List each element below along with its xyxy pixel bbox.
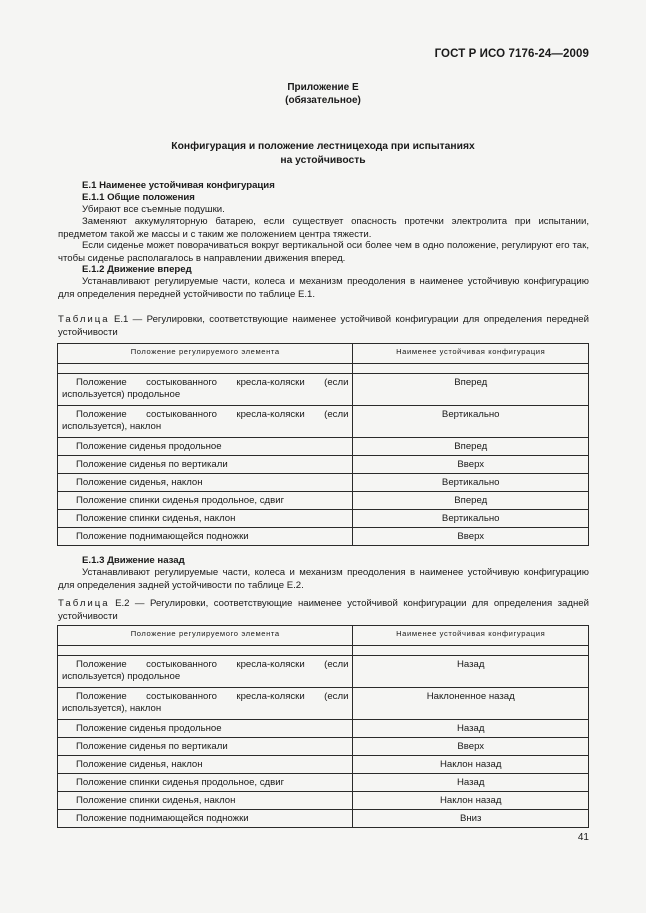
- table1-cell-element: Положение спинки сиденья, наклон: [58, 510, 353, 528]
- table-row: [58, 406, 589, 438]
- table-row: [58, 792, 589, 810]
- table1-cell-element: Положение состыкованного кресла-коляски (если используется), наклон: [58, 406, 353, 438]
- table-row: [58, 810, 589, 828]
- standard-designation: ГОСТ Р ИСО 7176-24—2009: [434, 48, 589, 60]
- table1-caption-text: Е.1 — Регулировки, соответствующие наименее устойчивой конфигурации для определения передней устойчивости: [58, 314, 589, 338]
- section-e11-title: Е.1.1 Общие положения: [82, 192, 195, 203]
- table-row: [58, 688, 589, 720]
- table2-cell-config: Наклон назад: [353, 756, 589, 774]
- section-e1-title: Е.1 Наименее устойчивая конфигурация: [82, 180, 275, 191]
- table-e1: [57, 343, 589, 546]
- table-e2: [57, 625, 589, 828]
- table2-cell-element: Положение состыкованного кресла-коляски (если используется) продольное: [58, 656, 353, 688]
- table2-cell-element: Положение поднимающейся подножки: [58, 810, 353, 828]
- table1-cell-element: Положение сиденья продольное: [58, 438, 353, 456]
- table1-cell-config: Вперед: [353, 438, 589, 456]
- table1-cell-config: Вперед: [353, 374, 589, 406]
- section-e13-title: Е.1.3 Движение назад: [82, 555, 185, 566]
- table2-cell-element: Положение сиденья продольное: [58, 720, 353, 738]
- section-e12-p1: Устанавливают регулируемые части, колеса и механизм преодоления в наименее устойчивую конфигурацию для определения передней устойчивости по таблице Е.1.: [58, 276, 589, 300]
- table-row: [58, 756, 589, 774]
- table-row: [58, 774, 589, 792]
- table2-cell-element: Положение сиденья по вертикали: [58, 738, 353, 756]
- section-e11-p2: Заменяют аккумуляторную батарею, если существует опасность протечки электролита при испытании, предметом такой же массы и с таким же положением центра тяжести.: [58, 216, 589, 240]
- section-e11-p3: Если сиденье может поворачиваться вокруг вертикальной оси более чем в одно положение, регулируют его так, чтобы сиденье располагалось в направлении движения вперед.: [58, 240, 589, 264]
- table2-cell-config: Наклоненное назад: [353, 688, 589, 720]
- table2-header-element: Положение регулируемого элемента: [58, 626, 353, 646]
- table2-cell-element: Положение спинки сиденья продольное, сдвиг: [58, 774, 353, 792]
- appendix-status: (обязательное): [285, 95, 361, 106]
- table1-cell-config: Вперед: [353, 492, 589, 510]
- table-row: [58, 738, 589, 756]
- table2-caption-text: Е.2 — Регулировки, соответствующие наименее устойчивой конфигурации для определения задней устойчивости: [58, 598, 589, 622]
- table2-cell-element: Положение состыкованного кресла-коляски (если используется), наклон: [58, 688, 353, 720]
- table2-header-config: Наименее устойчивая конфигурация: [353, 626, 589, 646]
- table1-header-config: Наименее устойчивая конфигурация: [353, 344, 589, 364]
- section-e12-title: Е.1.2 Движение вперед: [82, 264, 192, 275]
- table1-spacer: [58, 364, 589, 374]
- table-row: [58, 456, 589, 474]
- table2-cell-config: Вниз: [353, 810, 589, 828]
- table2-caption: [58, 598, 589, 623]
- table2-cell-config: Назад: [353, 656, 589, 688]
- appendix-heading-line2: на устойчивость: [280, 155, 366, 166]
- table2-cell-config: Назад: [353, 774, 589, 792]
- appendix-heading-line1: Конфигурация и положение лестницехода при испытаниях: [171, 141, 475, 152]
- page-number: 41: [577, 832, 589, 843]
- table1-caption: [58, 314, 589, 339]
- table-row: [58, 474, 589, 492]
- table2-cell-element: Положение спинки сиденья, наклон: [58, 792, 353, 810]
- table2-cell-config: Наклон назад: [353, 792, 589, 810]
- table-row: [58, 438, 589, 456]
- table1-cell-config: Вертикально: [353, 406, 589, 438]
- table1-cell-element: Положение поднимающейся подножки: [58, 528, 353, 546]
- table1-caption-prefix: Таблица: [58, 314, 110, 325]
- table2-cell-config: Назад: [353, 720, 589, 738]
- table1-cell-config: Вверх: [353, 456, 589, 474]
- table-row: [58, 656, 589, 688]
- table-row: [58, 374, 589, 406]
- table-row: [58, 510, 589, 528]
- table1-cell-element: Положение сиденья, наклон: [58, 474, 353, 492]
- appendix-title: Приложение Е: [287, 82, 359, 93]
- table2-caption-prefix: Таблица: [58, 598, 110, 609]
- table2-cell-config: Вверх: [353, 738, 589, 756]
- table1-cell-config: Вверх: [353, 528, 589, 546]
- table1-cell-config: Вертикально: [353, 474, 589, 492]
- table1-cell-config: Вертикально: [353, 510, 589, 528]
- section-e13-p1: Устанавливают регулируемые части, колеса и механизм преодоления в наименее устойчивую конфигурацию для определения задней устойчивости по таблице Е.2.: [58, 567, 589, 591]
- table1-header-element: Положение регулируемого элемента: [58, 344, 353, 364]
- table-row: [58, 528, 589, 546]
- table2-spacer: [58, 646, 589, 656]
- table1-cell-element: Положение сиденья по вертикали: [58, 456, 353, 474]
- table-row: [58, 720, 589, 738]
- table1-cell-element: Положение состыкованного кресла-коляски (если используется) продольное: [58, 374, 353, 406]
- table2-cell-element: Положение сиденья, наклон: [58, 756, 353, 774]
- table1-cell-element: Положение спинки сиденья продольное, сдвиг: [58, 492, 353, 510]
- table-row: [58, 492, 589, 510]
- section-e11-p1: Убирают все съемные подушки.: [82, 204, 225, 215]
